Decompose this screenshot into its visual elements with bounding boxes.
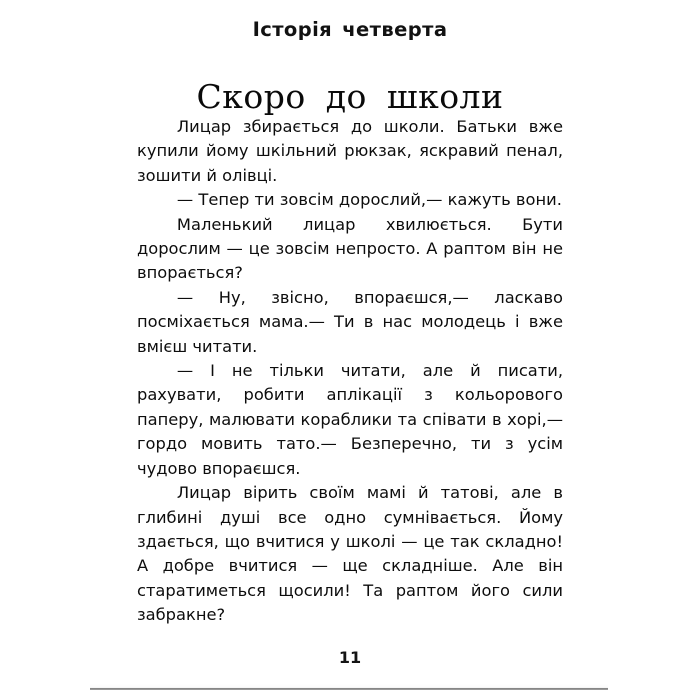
page-edge-line: [90, 688, 608, 690]
page-number: 11: [338, 648, 362, 667]
paragraph: — Ну, звісно, впораєшся,— ласкаво посміхається мама.— Ти в нас молодець і вже вмієш читати.: [137, 287, 563, 356]
chapter-title: Скоро до школи: [196, 77, 504, 117]
paragraph: Лицар вірить своїм мамі й татові, але в глибині душі все одно сумнівається. Йому здається, що вчитися у школі — це так складно! А добре вчитися — ще складніше. Але він старатиметься щосили! Та раптом його сили забракне?: [137, 483, 563, 625]
paragraph: — Тепер ти зовсім дорослий,— кажуть вони.: [176, 190, 562, 210]
story-label: Історія четверта: [252, 18, 448, 41]
body-text: [137, 115, 563, 628]
paragraph: — І не тільки читати, але й писати, рахувати, робити аплікації з кольорового паперу, малювати кораблики та співати в хорі,— гордо мовить тато.— Безперечно, ти з усім чудово впораєшся.: [137, 361, 563, 478]
paragraph: Лицар збирається до школи. Батьки вже купили йому шкільний рюкзак, яскравий пенал, зошити й олівці.: [137, 117, 563, 185]
paragraph: Маленький лицар хвилюється. Бути дорослим — це зовсім непросто. А раптом він не впорається?: [137, 214, 563, 283]
